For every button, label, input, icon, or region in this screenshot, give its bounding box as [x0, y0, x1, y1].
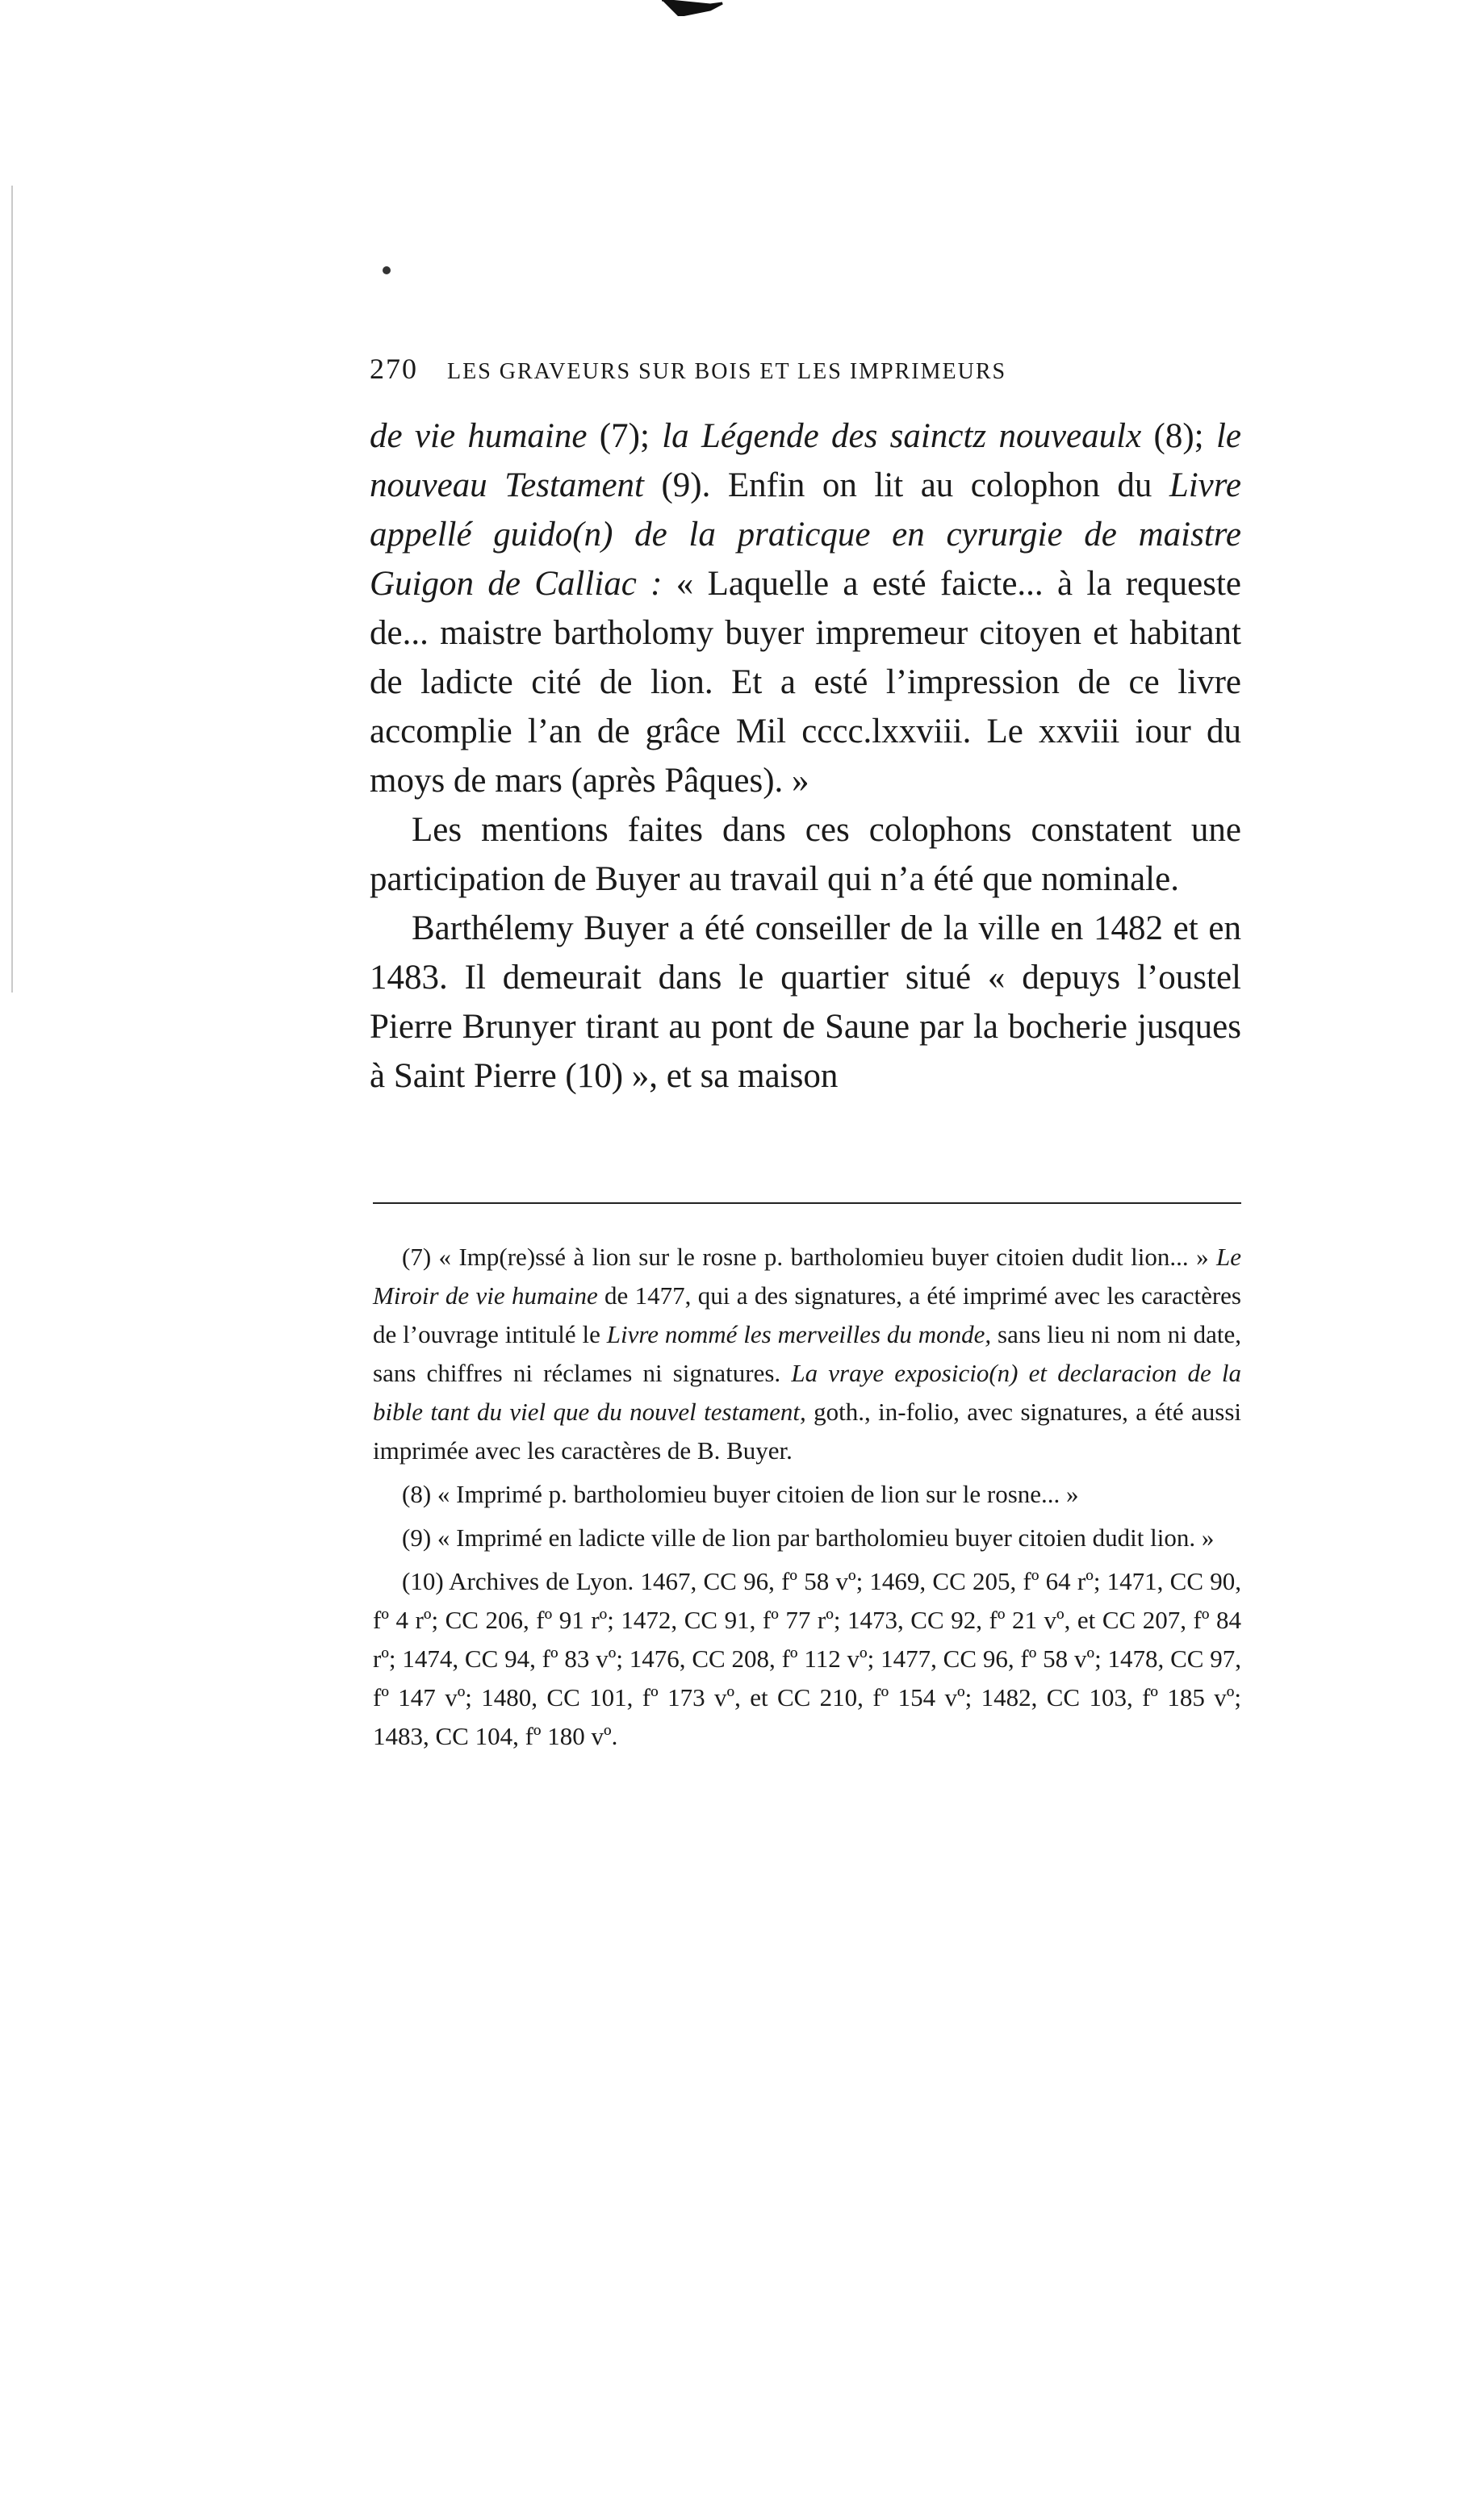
scan-dot	[383, 266, 391, 274]
text-run: (7);	[587, 417, 663, 455]
text-run: de 1477, qui a des signatures, a été imprimé avec les caractères de l’ouvrage intitulé le	[373, 1281, 1241, 1348]
text-run: Les mentions faites dans ces colophons constatent une participation de Buyer au travail qui n’a été que nominale.	[370, 811, 1241, 898]
text-run: (8);	[1141, 417, 1216, 455]
paragraph-2	[370, 805, 1241, 904]
italic-run: Livre appellé guido(n) de la praticque en cyrurgie de maistre Guigon de Calliac :	[370, 466, 1241, 603]
footnote-7	[373, 1238, 1241, 1470]
text-run: (8) « Imprimé p. bartholomieu buyer citoien de lion sur le rosne... »	[402, 1480, 1079, 1508]
text-run: sans lieu ni nom ni date, sans chiffres ni réclames ni signatures.	[373, 1320, 1241, 1387]
footnote-9	[373, 1519, 1241, 1557]
paragraph-1	[370, 412, 1241, 805]
running-title: LES GRAVEURS SUR BOIS ET LES IMPRIMEURS	[447, 359, 1007, 384]
footnote-8	[373, 1475, 1241, 1514]
text-run: (7) « Imp(re)ssé à lion sur le rosne p. bartholomieu buyer citoien dudit lion... »	[402, 1243, 1216, 1271]
italic-run: Livre nommé les merveilles du monde,	[606, 1320, 992, 1348]
text-run: « Laquelle a esté faicte... à la requeste de... maistre bartholomy buyer impremeur citoyen et habitant de ladicte cité de lion. Et a esté l’impression de ce livre accomplie l’an de grâce Mil cccc.lxxviii. Le xxviii iour du moys de mars (après Pâques). »	[370, 565, 1241, 800]
italic-run: de vie humaine	[370, 417, 588, 455]
text-run: (10) Archives de Lyon. 1467, CC 96, fº 58 vº; 1469, CC 205, fº 64 rº; 1471, CC 90, fº 4 rº; CC 206, fº 91 rº; 1472, CC 91, fº 77 rº; 1473, CC 92, fº 21 vº, et CC 207, fº 84 rº; 1474, CC 94, fº 83 vº; 1476, CC 208, fº 112 vº; 1477, CC 96, fº 58 vº; 1478, CC 97, fº 147 vº; 1480, CC 101, fº 173 vº, et CC 210, fº 154 vº; 1482, CC 103, fº 185 vº; 1483, CC 104, fº 180 vº.	[373, 1567, 1241, 1750]
paragraph-3	[370, 904, 1241, 1101]
footnote-divider	[373, 1202, 1241, 1204]
italic-run: Le Miroir de vie humaine	[373, 1243, 1241, 1310]
scan-margin-line	[11, 186, 13, 993]
text-run: Barthélemy Buyer a été conseiller de la ville en 1482 et en 1483. Il demeurait dans le quartier situé « depuys l’oustel Pierre Brunyer tirant au pont de Saune par la bocherie jusques à Saint Pierre (10) », et sa maison	[370, 909, 1241, 1095]
footnotes	[373, 1238, 1241, 1761]
footnote-10	[373, 1562, 1241, 1756]
running-header	[370, 352, 1241, 386]
italic-run: La vraye exposicio(n) et declaracion de la bible tant du viel que du nouvel testament,	[373, 1359, 1241, 1426]
scan-mark-top	[662, 0, 751, 16]
italic-run: la Légende des sainctz nouveaulx	[662, 417, 1142, 455]
italic-run: le nouveau Testament	[370, 417, 1241, 504]
text-run: (9) « Imprimé en ladicte ville de lion par bartholomieu buyer citoien dudit lion. »	[402, 1523, 1215, 1552]
page-number: 270	[370, 353, 418, 385]
text-run: (9). Enfin on lit au colophon du	[643, 466, 1169, 504]
text-run: goth., in-folio, avec signatures, a été aussi imprimée avec les caractères de B. Buyer.	[373, 1398, 1241, 1465]
main-text	[370, 412, 1241, 1101]
